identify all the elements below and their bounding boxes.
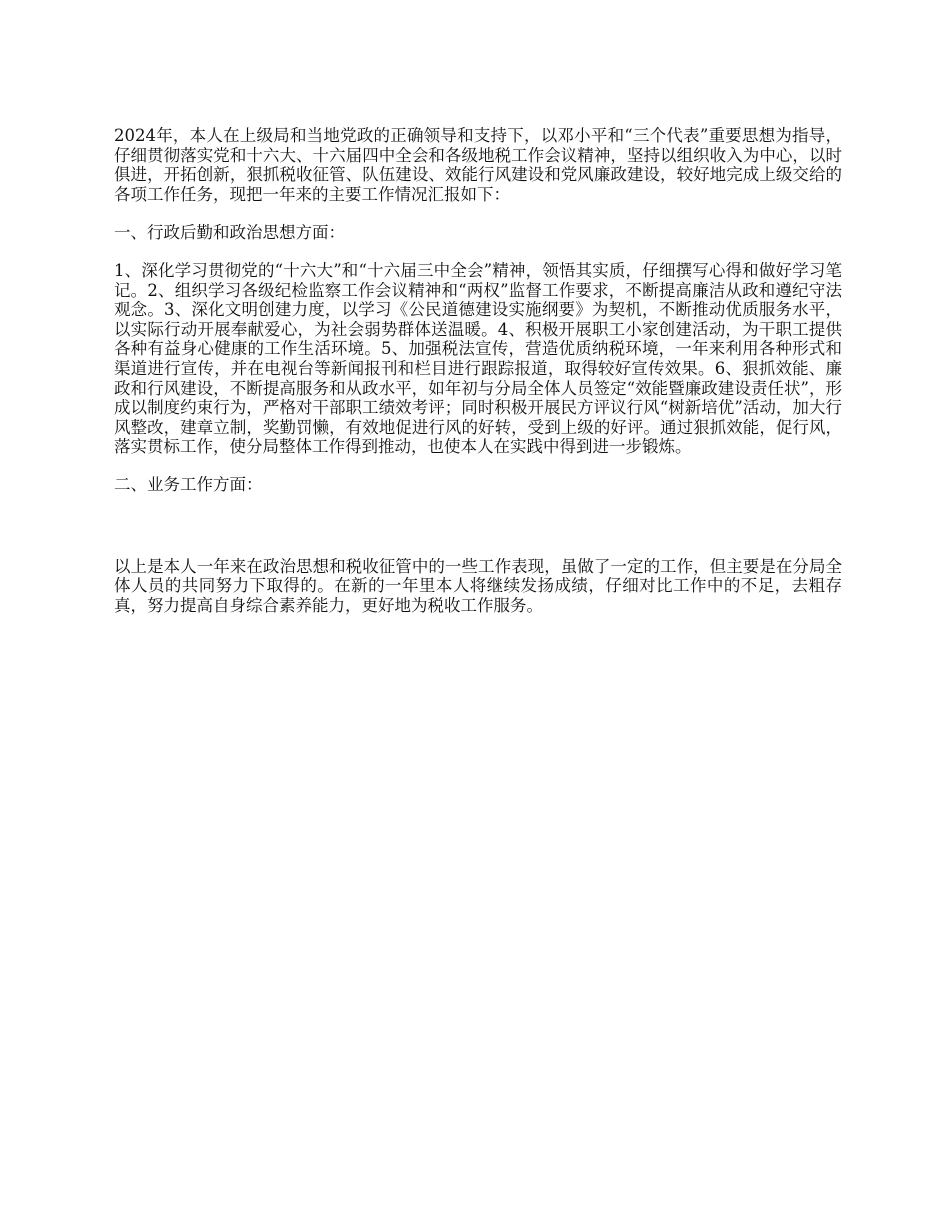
section-heading-admin-political: 一、行政后勤和政治思想方面：	[114, 223, 345, 243]
intro-paragraph: 2024年，本人在上级局和当地党政的正确领导和支持下，以邓小平和“三个代表”重要思想为指导，仔细贯彻落实党和十六大、十六届四中全会和各级地税工作会议精神，坚持以组织收入为中心，以时俱进，开拓创新，狠抓税收征管、队伍建设、效能行风建设和党风廉政建设，较好地完成上级交给的各项工作任务，现把一年来的主要工作情况汇报如下：	[114, 126, 842, 204]
closing-paragraph: 以上是本人一年来在政治思想和税收征管中的一些工作表现，虽做了一定的工作，但主要是在分局全体人员的共同努力下取得的。在新的一年里本人将继续发扬成绩，仔细对比工作中的不足，去粗存真，努力提高自身综合素养能力，更好地为税收工作服务。	[114, 556, 842, 615]
section-heading-business: 二、业务工作方面：	[114, 474, 263, 494]
admin-political-paragraph: 1、深化学习贯彻党的“十六大”和“十六届三中全会”精神，领悟其实质，仔细撰写心得和做好学习笔记。2、组织学习各级纪检监察工作会议精神和“两权”监督工作要求，不断提高廉洁从政和遵纪守法观念。3、深化文明创建力度，以学习《公民道德建设实施纲要》为契机，不断推动优质服务水平，以实际行动开展奉献爱心，为社会弱势群体送温暖。4、积极开展职工小家创建活动，为干职工提供各种有益身心健康的工作生活环境。5、加强税法宣传，营造优质纳税环境，一年来利用各种形式和渠道进行宣传，并在电视台等新闻报刊和栏目进行跟踪报道，取得较好宣传效果。6、狠抓效能、廉政和行风建设，不断提高服务和从政水平，如年初与分局全体人员签定“效能暨廉政建设责任状”，形成以制度约束行为，严格对干部职工绩效考评；同时积极开展民方评议行风“树新培优”活动，加大行风整改，建章立制，奖勤罚懒，有效地促进行风的好转，受到上级的好评。通过狠抓效能，促行风，落实贯标工作，使分局整体工作得到推动，也使本人在实践中得到进一步锻炼。	[114, 260, 842, 457]
document-body	[114, 126, 842, 615]
